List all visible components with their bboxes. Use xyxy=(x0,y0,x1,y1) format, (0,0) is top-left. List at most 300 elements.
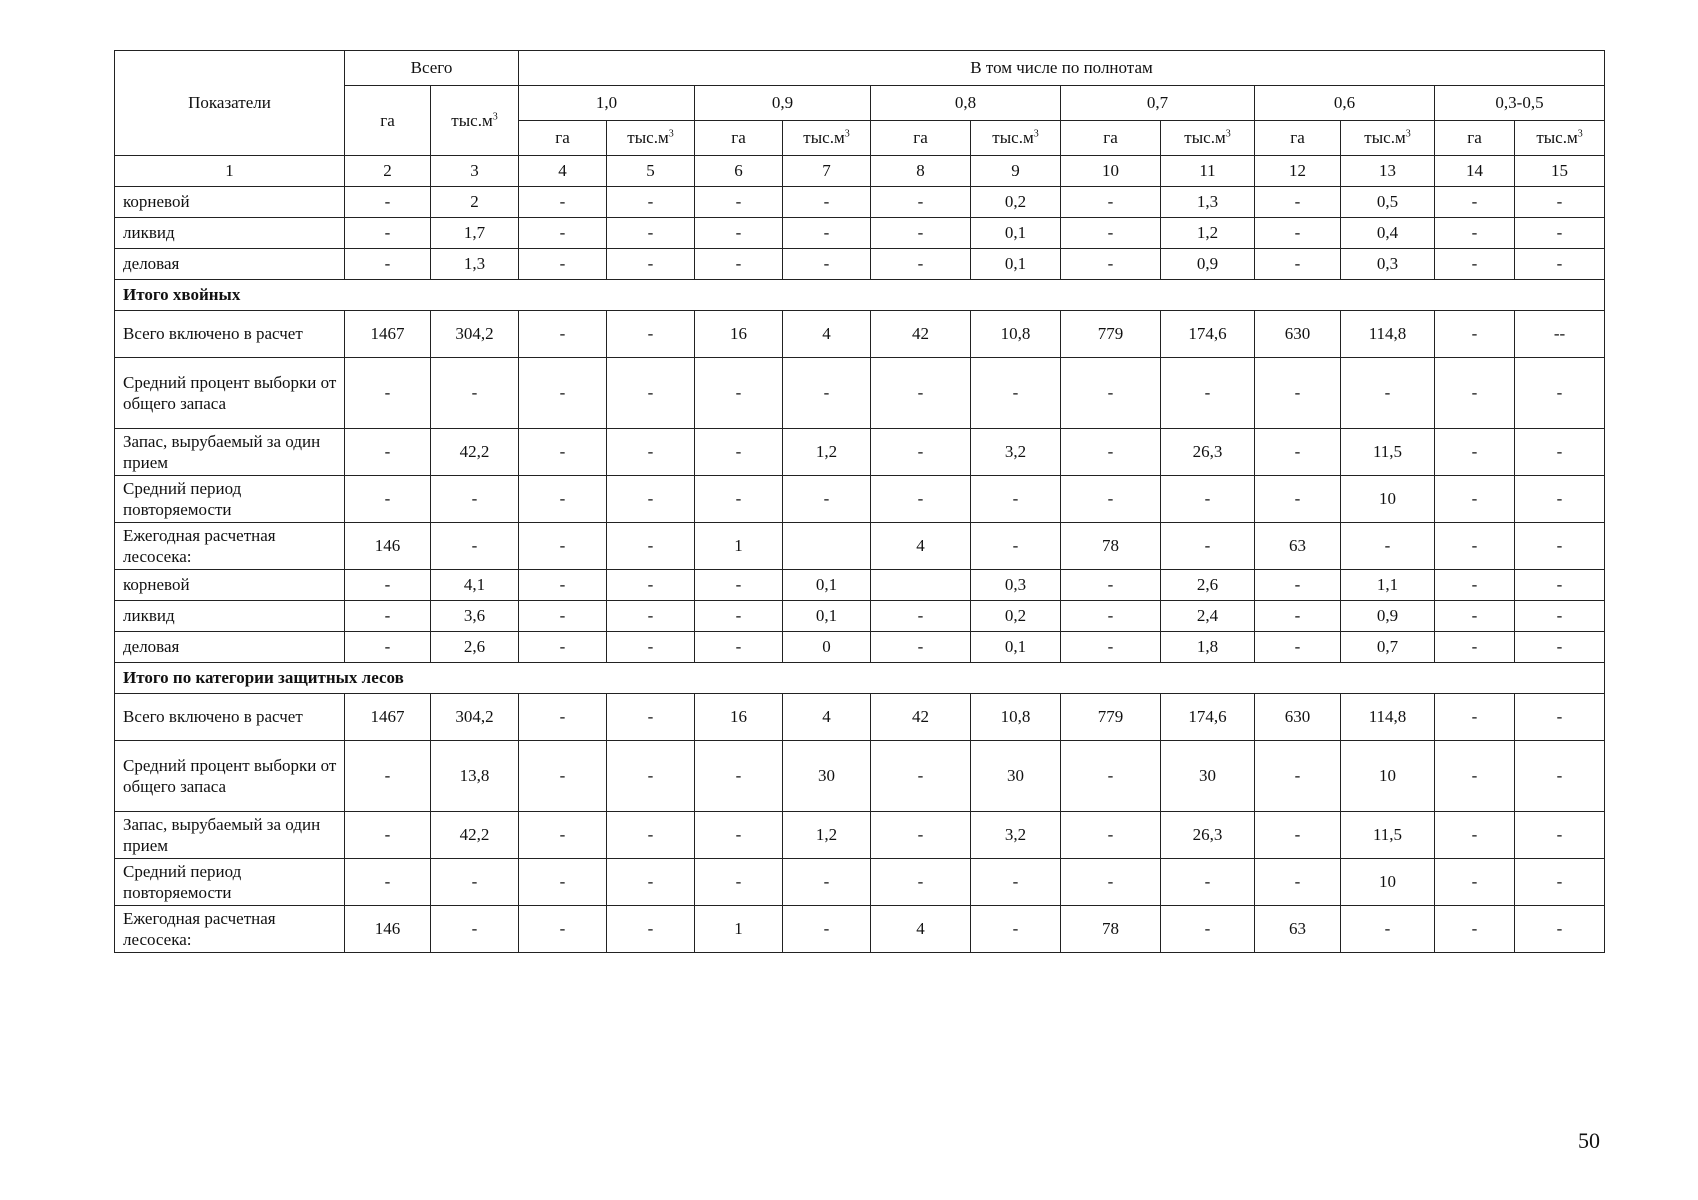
section-title: Итого по категории защитных лесов xyxy=(115,663,1605,694)
table-row xyxy=(115,249,1605,280)
table-cell: - xyxy=(519,570,607,601)
table-row xyxy=(115,523,1605,570)
unit-ha-header: га xyxy=(1255,121,1341,156)
table-cell: - xyxy=(1255,859,1341,906)
unit-volume-header: $тыс.м^3$ xyxy=(607,121,695,156)
table-cell: - xyxy=(607,476,695,523)
table-cell: 2,6 xyxy=(1161,570,1255,601)
table-row xyxy=(115,632,1605,663)
table-cell: - xyxy=(1341,358,1435,429)
table-cell: 4,1 xyxy=(431,570,519,601)
table-cell: - xyxy=(607,570,695,601)
table-cell: 78 xyxy=(1061,523,1161,570)
table-cell: - xyxy=(519,859,607,906)
table-cell: - xyxy=(1161,859,1255,906)
table-cell: 630 xyxy=(1255,694,1341,741)
table-row xyxy=(115,570,1605,601)
density-header: 1,0 xyxy=(519,86,695,121)
table-cell: - xyxy=(1061,429,1161,476)
table-cell: - xyxy=(607,311,695,358)
table-cell: - xyxy=(1515,570,1605,601)
table-cell: 1,7 xyxy=(431,218,519,249)
table-row xyxy=(115,311,1605,358)
table-cell: - xyxy=(519,187,607,218)
indicators-header: Показатели xyxy=(115,51,345,156)
table-cell: 10,8 xyxy=(971,311,1061,358)
document-sheet xyxy=(114,50,1604,953)
table-cell: - xyxy=(345,601,431,632)
table-cell: - xyxy=(695,358,783,429)
table-cell: 42 xyxy=(871,694,971,741)
table-row xyxy=(115,476,1605,523)
table-cell: - xyxy=(695,859,783,906)
table-cell: 42 xyxy=(871,311,971,358)
table-cell: 30 xyxy=(783,741,871,812)
total-volume-header: $тыс.м^3$ xyxy=(431,86,519,156)
table-cell: - xyxy=(1435,741,1515,812)
table-cell: - xyxy=(1515,249,1605,280)
table-row xyxy=(115,694,1605,741)
table-cell: 4 xyxy=(783,694,871,741)
table-cell: - xyxy=(519,632,607,663)
table-cell: - xyxy=(1161,523,1255,570)
table-cell: - xyxy=(971,476,1061,523)
table-cell: 114,8 xyxy=(1341,311,1435,358)
table-cell: 30 xyxy=(1161,741,1255,812)
table-cell: - xyxy=(971,859,1061,906)
table-cell: 1467 xyxy=(345,311,431,358)
table-cell: - xyxy=(695,187,783,218)
table-cell: - xyxy=(871,601,971,632)
table-cell: 0,2 xyxy=(971,601,1061,632)
table-cell: 63 xyxy=(1255,906,1341,953)
table-cell: - xyxy=(783,249,871,280)
column-number: 8 xyxy=(871,156,971,187)
table-cell: - xyxy=(519,429,607,476)
row-label: деловая xyxy=(115,632,345,663)
table-cell: - xyxy=(1255,812,1341,859)
row-label: Всего включено в расчет xyxy=(115,694,345,741)
table-cell: - xyxy=(695,741,783,812)
density-header: 0,3-0,5 xyxy=(1435,86,1605,121)
table-cell: - xyxy=(1515,429,1605,476)
table-cell: 3,6 xyxy=(431,601,519,632)
table-cell: 13,8 xyxy=(431,741,519,812)
total-header: Всего xyxy=(345,51,519,86)
table-cell: 2,6 xyxy=(431,632,519,663)
table-cell: - xyxy=(345,476,431,523)
table-cell: - xyxy=(607,523,695,570)
table-cell: 10,8 xyxy=(971,694,1061,741)
table-cell: - xyxy=(1255,218,1341,249)
table-cell: - xyxy=(1255,187,1341,218)
table-cell: - xyxy=(607,859,695,906)
forest-table xyxy=(114,50,1605,953)
table-cell: - xyxy=(1515,476,1605,523)
density-header: 0,6 xyxy=(1255,86,1435,121)
table-cell: 174,6 xyxy=(1161,694,1255,741)
table-cell: 26,3 xyxy=(1161,429,1255,476)
table-cell: 146 xyxy=(345,906,431,953)
table-cell: - xyxy=(1515,906,1605,953)
table-cell: - xyxy=(1515,812,1605,859)
table-cell: - xyxy=(345,358,431,429)
table-cell: - xyxy=(971,523,1061,570)
table-cell: - xyxy=(971,358,1061,429)
table-cell: - xyxy=(695,429,783,476)
table-cell: 63 xyxy=(1255,523,1341,570)
table-cell: 10 xyxy=(1341,476,1435,523)
row-label: ликвид xyxy=(115,218,345,249)
table-cell: - xyxy=(1255,741,1341,812)
table-cell: - xyxy=(1255,632,1341,663)
table-cell: 30 xyxy=(971,741,1061,812)
table-cell: - xyxy=(1341,523,1435,570)
table-cell: - xyxy=(1255,570,1341,601)
table-cell: - xyxy=(1061,601,1161,632)
table-cell: 0,7 xyxy=(1341,632,1435,663)
table-cell: - xyxy=(1061,218,1161,249)
table-cell: 10 xyxy=(1341,859,1435,906)
table-cell: 16 xyxy=(695,311,783,358)
table-cell: - xyxy=(607,812,695,859)
table-cell: - xyxy=(783,476,871,523)
table-row xyxy=(115,741,1605,812)
density-header: 0,9 xyxy=(695,86,871,121)
table-cell: - xyxy=(431,358,519,429)
table-cell: - xyxy=(1515,187,1605,218)
table-cell: - xyxy=(1435,429,1515,476)
page-number: 50 xyxy=(1578,1128,1600,1153)
table-cell: - xyxy=(1435,859,1515,906)
table-cell: 114,8 xyxy=(1341,694,1435,741)
table-cell: - xyxy=(871,812,971,859)
table-cell: - xyxy=(431,859,519,906)
table-cell: - xyxy=(783,218,871,249)
table-cell: - xyxy=(1061,249,1161,280)
table-row xyxy=(115,812,1605,859)
table-cell: - xyxy=(1161,358,1255,429)
table-cell: 0,1 xyxy=(971,218,1061,249)
table-cell: - xyxy=(1435,906,1515,953)
row-label: корневой xyxy=(115,187,345,218)
column-number: 3 xyxy=(431,156,519,187)
table-cell: 0,1 xyxy=(971,632,1061,663)
table-cell: - xyxy=(519,741,607,812)
table-row xyxy=(115,187,1605,218)
column-number: 6 xyxy=(695,156,783,187)
table-cell: 174,6 xyxy=(1161,311,1255,358)
table-row xyxy=(115,358,1605,429)
table-cell: 0,9 xyxy=(1161,249,1255,280)
table-cell: - xyxy=(345,859,431,906)
table-cell: - xyxy=(345,632,431,663)
row-label: корневой xyxy=(115,570,345,601)
table-cell: 304,2 xyxy=(431,311,519,358)
row-label: Запас, вырубаемый за один прием xyxy=(115,429,345,476)
table-cell: - xyxy=(607,187,695,218)
table-cell: - xyxy=(783,358,871,429)
unit-volume-header: $тыс.м^3$ xyxy=(1161,121,1255,156)
table-cell: - xyxy=(519,601,607,632)
table-cell: 2,4 xyxy=(1161,601,1255,632)
table-cell: - xyxy=(607,249,695,280)
table-cell: - xyxy=(345,187,431,218)
table-cell: - xyxy=(1061,187,1161,218)
table-cell: 779 xyxy=(1061,694,1161,741)
table-cell: - xyxy=(871,187,971,218)
table-cell: - xyxy=(695,218,783,249)
row-label: Ежегодная расчетная лесосека: xyxy=(115,906,345,953)
table-cell: - xyxy=(1435,601,1515,632)
table-cell: - xyxy=(871,429,971,476)
table-cell: - xyxy=(1515,632,1605,663)
column-number: 9 xyxy=(971,156,1061,187)
row-label: Средний процент выборки от общего запаса xyxy=(115,358,345,429)
table-cell: - xyxy=(1255,249,1341,280)
table-cell: - xyxy=(607,632,695,663)
table-cell xyxy=(871,570,971,601)
table-cell: - xyxy=(519,523,607,570)
table-cell: 3,2 xyxy=(971,429,1061,476)
row-label: ликвид xyxy=(115,601,345,632)
table-cell: 1,3 xyxy=(1161,187,1255,218)
table-cell: - xyxy=(431,476,519,523)
table-cell: - xyxy=(1341,906,1435,953)
table-cell: - xyxy=(1061,741,1161,812)
table-cell: - xyxy=(1255,429,1341,476)
unit-volume-header: $тыс.м^3$ xyxy=(783,121,871,156)
unit-volume-header: $тыс.м^3$ xyxy=(1515,121,1605,156)
unit-ha-header: га xyxy=(871,121,971,156)
row-label: Ежегодная расчетная лесосека: xyxy=(115,523,345,570)
table-cell: 1,8 xyxy=(1161,632,1255,663)
table-cell: - xyxy=(871,358,971,429)
table-cell: 1,2 xyxy=(783,429,871,476)
table-cell: - xyxy=(871,476,971,523)
column-number: 11 xyxy=(1161,156,1255,187)
table-cell: - xyxy=(695,249,783,280)
table-cell: - xyxy=(1061,358,1161,429)
column-number: 4 xyxy=(519,156,607,187)
table-cell: - xyxy=(345,812,431,859)
table-row xyxy=(115,859,1605,906)
table-cell: 0,3 xyxy=(971,570,1061,601)
table-cell: 1,1 xyxy=(1341,570,1435,601)
table-cell: - xyxy=(695,570,783,601)
table-cell: - xyxy=(345,218,431,249)
table-cell: - xyxy=(1061,859,1161,906)
table-row xyxy=(115,906,1605,953)
column-number: 10 xyxy=(1061,156,1161,187)
unit-ha-header: га xyxy=(519,121,607,156)
table-cell: - xyxy=(783,859,871,906)
table-cell: - xyxy=(431,523,519,570)
table-cell: 26,3 xyxy=(1161,812,1255,859)
table-cell: - xyxy=(1435,632,1515,663)
table-cell: - xyxy=(519,218,607,249)
table-cell: - xyxy=(345,741,431,812)
table-cell: 779 xyxy=(1061,311,1161,358)
total-ha-header: га xyxy=(345,86,431,156)
table-cell: 10 xyxy=(1341,741,1435,812)
table-cell: - xyxy=(519,358,607,429)
table-cell: - xyxy=(607,694,695,741)
table-cell: 0,1 xyxy=(783,570,871,601)
table-cell: 0,4 xyxy=(1341,218,1435,249)
table-cell: - xyxy=(519,694,607,741)
table-cell: 1 xyxy=(695,523,783,570)
table-cell: - xyxy=(695,632,783,663)
unit-ha-header: га xyxy=(1435,121,1515,156)
table-cell: - xyxy=(1515,358,1605,429)
table-cell: - xyxy=(1435,358,1515,429)
table-cell: 16 xyxy=(695,694,783,741)
column-number: 1 xyxy=(115,156,345,187)
table-cell: 11,5 xyxy=(1341,429,1435,476)
table-cell: - xyxy=(1435,218,1515,249)
table-cell: - xyxy=(1435,249,1515,280)
table-cell: 146 xyxy=(345,523,431,570)
table-cell: - xyxy=(871,741,971,812)
table-cell: 42,2 xyxy=(431,812,519,859)
table-cell: - xyxy=(1435,812,1515,859)
table-cell: 4 xyxy=(871,523,971,570)
table-cell: - xyxy=(1435,476,1515,523)
table-cell: - xyxy=(1255,358,1341,429)
table-cell: - xyxy=(345,249,431,280)
row-label: Средний период повторяемости xyxy=(115,476,345,523)
table-cell: - xyxy=(607,601,695,632)
table-cell: 1,2 xyxy=(1161,218,1255,249)
table-cell: - xyxy=(1515,741,1605,812)
table-cell: - xyxy=(871,859,971,906)
table-cell: 1,2 xyxy=(783,812,871,859)
section-row xyxy=(115,280,1605,311)
table-cell: - xyxy=(695,812,783,859)
section-title: Итого хвойных xyxy=(115,280,1605,311)
table-cell: - xyxy=(607,358,695,429)
table-cell: - xyxy=(1255,601,1341,632)
table-cell: - xyxy=(519,476,607,523)
table-cell: - xyxy=(519,906,607,953)
column-number: 13 xyxy=(1341,156,1435,187)
table-cell: - xyxy=(1061,632,1161,663)
column-number: 12 xyxy=(1255,156,1341,187)
table-cell: - xyxy=(871,218,971,249)
table-cell: - xyxy=(345,429,431,476)
table-cell: - xyxy=(1515,694,1605,741)
table-cell: - xyxy=(1255,476,1341,523)
table-cell: 0,5 xyxy=(1341,187,1435,218)
table-cell: - xyxy=(1515,859,1605,906)
table-cell: 3,2 xyxy=(971,812,1061,859)
table-cell: - xyxy=(607,906,695,953)
table-cell: 11,5 xyxy=(1341,812,1435,859)
table-cell: - xyxy=(345,570,431,601)
table-cell: - xyxy=(971,906,1061,953)
table-cell: - xyxy=(1161,476,1255,523)
unit-ha-header: га xyxy=(1061,121,1161,156)
table-row xyxy=(115,218,1605,249)
table-cell: 0,1 xyxy=(971,249,1061,280)
unit-volume-header: $тыс.м^3$ xyxy=(971,121,1061,156)
table-cell: 0,3 xyxy=(1341,249,1435,280)
table-cell: - xyxy=(871,249,971,280)
table-row xyxy=(115,429,1605,476)
table-cell: - xyxy=(1161,906,1255,953)
table-cell: -- xyxy=(1515,311,1605,358)
table-cell: - xyxy=(695,601,783,632)
table-cell: 630 xyxy=(1255,311,1341,358)
table-cell: - xyxy=(519,812,607,859)
table-cell: - xyxy=(1515,601,1605,632)
table-cell: - xyxy=(519,249,607,280)
table-cell: 0 xyxy=(783,632,871,663)
table-cell: 42,2 xyxy=(431,429,519,476)
table-cell: 4 xyxy=(783,311,871,358)
column-number: 7 xyxy=(783,156,871,187)
table-cell: - xyxy=(607,429,695,476)
table-cell: 2 xyxy=(431,187,519,218)
table-cell: - xyxy=(1061,570,1161,601)
table-cell: - xyxy=(871,632,971,663)
table-cell: 78 xyxy=(1061,906,1161,953)
row-label: Средний процент выборки от общего запаса xyxy=(115,741,345,812)
table-cell: - xyxy=(1435,311,1515,358)
table-cell: 1 xyxy=(695,906,783,953)
table-cell: - xyxy=(1435,694,1515,741)
table-cell: 304,2 xyxy=(431,694,519,741)
table-cell: - xyxy=(431,906,519,953)
row-label: Запас, вырубаемый за один прием xyxy=(115,812,345,859)
by-density-header: В том числе по полнотам xyxy=(519,51,1605,86)
table-row xyxy=(115,601,1605,632)
table-cell: - xyxy=(1061,476,1161,523)
row-label: Всего включено в расчет xyxy=(115,311,345,358)
unit-ha-header: га xyxy=(695,121,783,156)
unit-volume-header: $тыс.м^3$ xyxy=(1341,121,1435,156)
column-number: 14 xyxy=(1435,156,1515,187)
table-cell: - xyxy=(1515,218,1605,249)
density-header: 0,8 xyxy=(871,86,1061,121)
table-cell: - xyxy=(783,187,871,218)
table-cell: 0,9 xyxy=(1341,601,1435,632)
row-label: деловая xyxy=(115,249,345,280)
table-cell: - xyxy=(607,218,695,249)
table-cell: 1,3 xyxy=(431,249,519,280)
section-row xyxy=(115,663,1605,694)
column-number: 15 xyxy=(1515,156,1605,187)
table-cell: - xyxy=(1435,523,1515,570)
table-cell: - xyxy=(783,906,871,953)
table-cell: 0,1 xyxy=(783,601,871,632)
table-cell: 1467 xyxy=(345,694,431,741)
table-cell: 0,2 xyxy=(971,187,1061,218)
table-cell: - xyxy=(607,741,695,812)
table-cell: - xyxy=(1435,570,1515,601)
table-cell: - xyxy=(1435,187,1515,218)
row-label: Средний период повторяемости xyxy=(115,859,345,906)
table-cell: - xyxy=(695,476,783,523)
density-header: 0,7 xyxy=(1061,86,1255,121)
table-cell: - xyxy=(1515,523,1605,570)
table-cell: 4 xyxy=(871,906,971,953)
column-number: 5 xyxy=(607,156,695,187)
column-number: 2 xyxy=(345,156,431,187)
table-cell: - xyxy=(1061,812,1161,859)
table-cell xyxy=(783,523,871,570)
